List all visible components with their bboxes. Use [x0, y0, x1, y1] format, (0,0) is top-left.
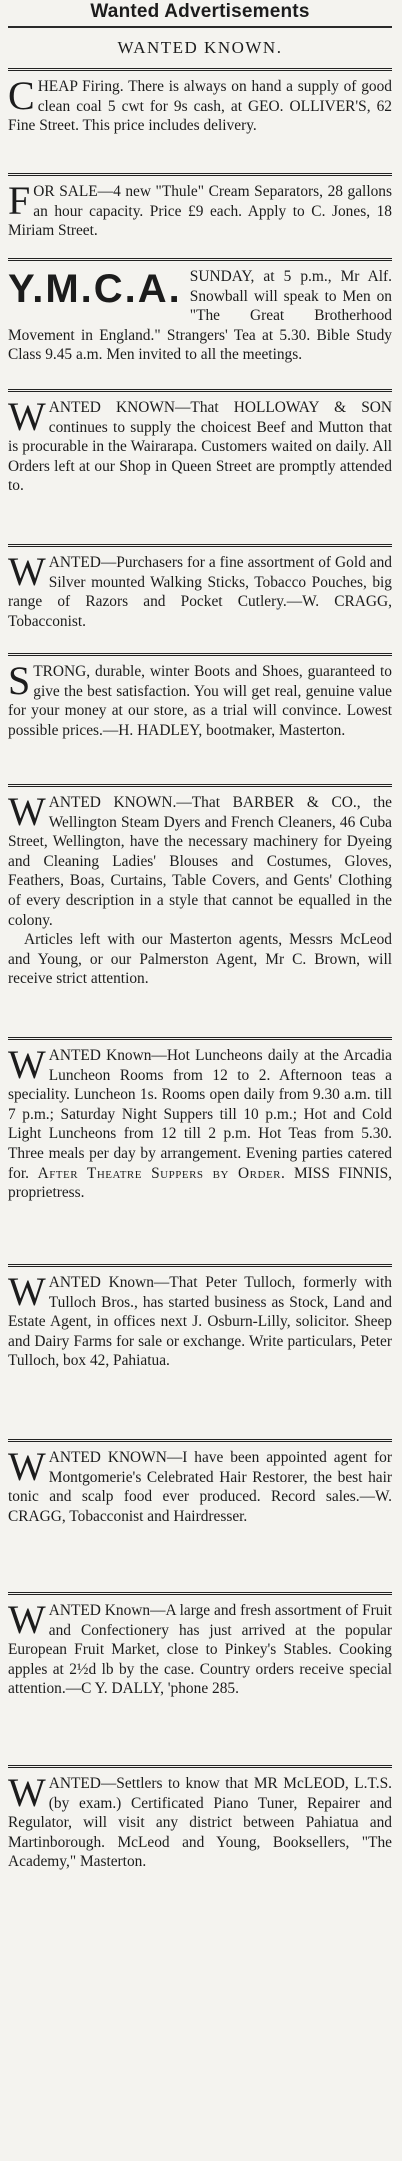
ad-separators [8, 178, 392, 254]
ad-body: ANTED Known—That Peter Tulloch, formerly with Tulloch Bros., has started business as Stock, Land and Estate Agent, in offices next J. Osburn-Lilly, solicitor. Sheep and Dairy Farms for sale or exchange. Write particulars, Peter Tulloch, box 42, Pahiatua. [8, 1274, 392, 1370]
divider [8, 258, 392, 261]
divider [8, 389, 392, 392]
ad-holloway [8, 394, 392, 540]
ad-body: ANTED—Purchasers for a fine assortment of Gold and Silver mounted Walking Sticks, Tobacco Pouches, big range of Razors and Pocket Cutlery.—W. CRAGG, Tobacconist. [8, 554, 392, 630]
ad-body: ANTED KNOWN.—That BARBER & CO., the Wellington Steam Dyers and French Cleaners, 46 Cuba Street, Wellington, have the necessary machinery for Dyeing and Cleaning Ladies' Blouses and Costumes, Gloves, Feathers, Boas, Curtains, Table Covers, and Gents' Clothing of every description in a style that cannot be equalled in the colony. [8, 794, 392, 929]
ad-boots [8, 658, 392, 780]
ad-hair-restorer [8, 1444, 392, 1588]
drop-cap: S [8, 658, 31, 703]
drop-cap: C [8, 73, 35, 118]
ad-body: ANTED Known—A large and fresh assortment of Fruit and Confectionery has just arrived at the popular European Fruit Market, close to Pinkey's Stables. Cooking apples at 2½d lb by the case. Country orders receive special attention.—C Y. DALLY, 'phone 285. [8, 1602, 392, 1698]
ad-walking-sticks [8, 549, 392, 649]
ad-barber-co [8, 789, 392, 1033]
ad-smallcaps-line: After Theatre Suppers by Order. [37, 1164, 286, 1182]
page-title: Wanted Advertisements [8, 0, 392, 28]
drop-cap: W [8, 1042, 46, 1087]
ad-signature: MISS FINNIS, proprietress. [8, 1164, 392, 1202]
divider [8, 1264, 392, 1267]
drop-cap: W [8, 1444, 46, 1489]
divider [8, 1037, 392, 1040]
ad-body-continued: Articles left with our Masterton agents, Messrs McLeod and Young, or our Palmerston Agent, Mr C. Brown, will receive strict attention. [8, 931, 392, 988]
ad-body: SUNDAY, at 5 p.m., Mr Alf. Snowball will speak to Men on "The Great Brotherhood Movement in England." Strangers' Tea at 5.30. Bible Study Class 9.45 a.m. Men invited to all the meetings. [8, 268, 392, 364]
section-subhead: WANTED KNOWN. [117, 38, 283, 57]
drop-cap: W [8, 1269, 46, 1314]
divider [8, 784, 392, 787]
ad-arcadia-luncheon [8, 1042, 392, 1260]
divider [8, 1439, 392, 1442]
drop-cap: W [8, 789, 46, 834]
divider [8, 68, 392, 71]
divider [8, 653, 392, 656]
drop-cap: W [8, 394, 46, 439]
ad-body: ANTED Known—Hot Luncheons daily at the Arcadia Luncheon Rooms from 12 to 2. Afternoon teas a speciality. Luncheon 1s. Rooms open daily from 9.30 a.m. till 7 p.m.; Saturday Night Suppers till 10 p.m.; Hot and Cold Light Luncheons from 12 till 2 p.m. Hot Teas from 5.30. Three meals per day by arrangement. Evening parties catered for. [8, 1047, 392, 1182]
ad-piano-tuner [8, 1770, 392, 1934]
divider [8, 544, 392, 547]
divider [8, 1765, 392, 1768]
drop-cap: F [8, 178, 31, 223]
ad-ymca [8, 267, 392, 385]
drop-cap: W [8, 1597, 46, 1642]
ad-fruit-market [8, 1597, 392, 1761]
divider [8, 173, 392, 176]
divider [8, 1592, 392, 1595]
ad-coal [8, 73, 392, 169]
drop-cap: W [8, 1770, 46, 1815]
ad-body: ANTED—Settlers to know that MR McLEOD, L.T.S. (by exam.) Certificated Piano Tuner, Repairer and Regulator, will visit any district between Pahiatua and Martinborough. McLeod and Young, Booksellers, "The Academy," Masterton. [8, 1775, 392, 1871]
drop-cap: W [8, 549, 46, 594]
ad-body: TRONG, durable, winter Boots and Shoes, guaranteed to give the best satisfaction. You will get real, genuine value for your money at our store, as a trial will convince. Lowest possible prices.—H. HADLEY, bootmaker, Masterton. [8, 663, 392, 739]
ymca-heading: Y.M.C.A. [8, 267, 182, 311]
ad-body: ANTED KNOWN—I have been appointed agent for Montgomerie's Celebrated Hair Restorer, the best hair tonic and scalp food ever produced. Record sales.—W. CRAGG, Tobacconist and Hairdresser. [8, 1449, 392, 1525]
ad-body: HEAP Firing. There is always on hand a supply of good clean coal 5 cwt for 9s cash, at GEO. OLLIVER'S, 62 Fine Street. This price includes delivery. [8, 78, 392, 135]
ad-body: ANTED KNOWN—That HOLLOWAY & SON continues to supply the choicest Beef and Mutton that is procurable in the Wairarapa. Customers waited on daily. All Orders left at our Shop in Queen Street are promptly attended to. [8, 399, 392, 495]
ad-body: OR SALE—4 new "Thule" Cream Separators, 28 gallons an hour capacity. Price £9 each. Apply to C. Jones, 18 Miriam Street. [8, 183, 392, 240]
ad-tulloch [8, 1269, 392, 1435]
